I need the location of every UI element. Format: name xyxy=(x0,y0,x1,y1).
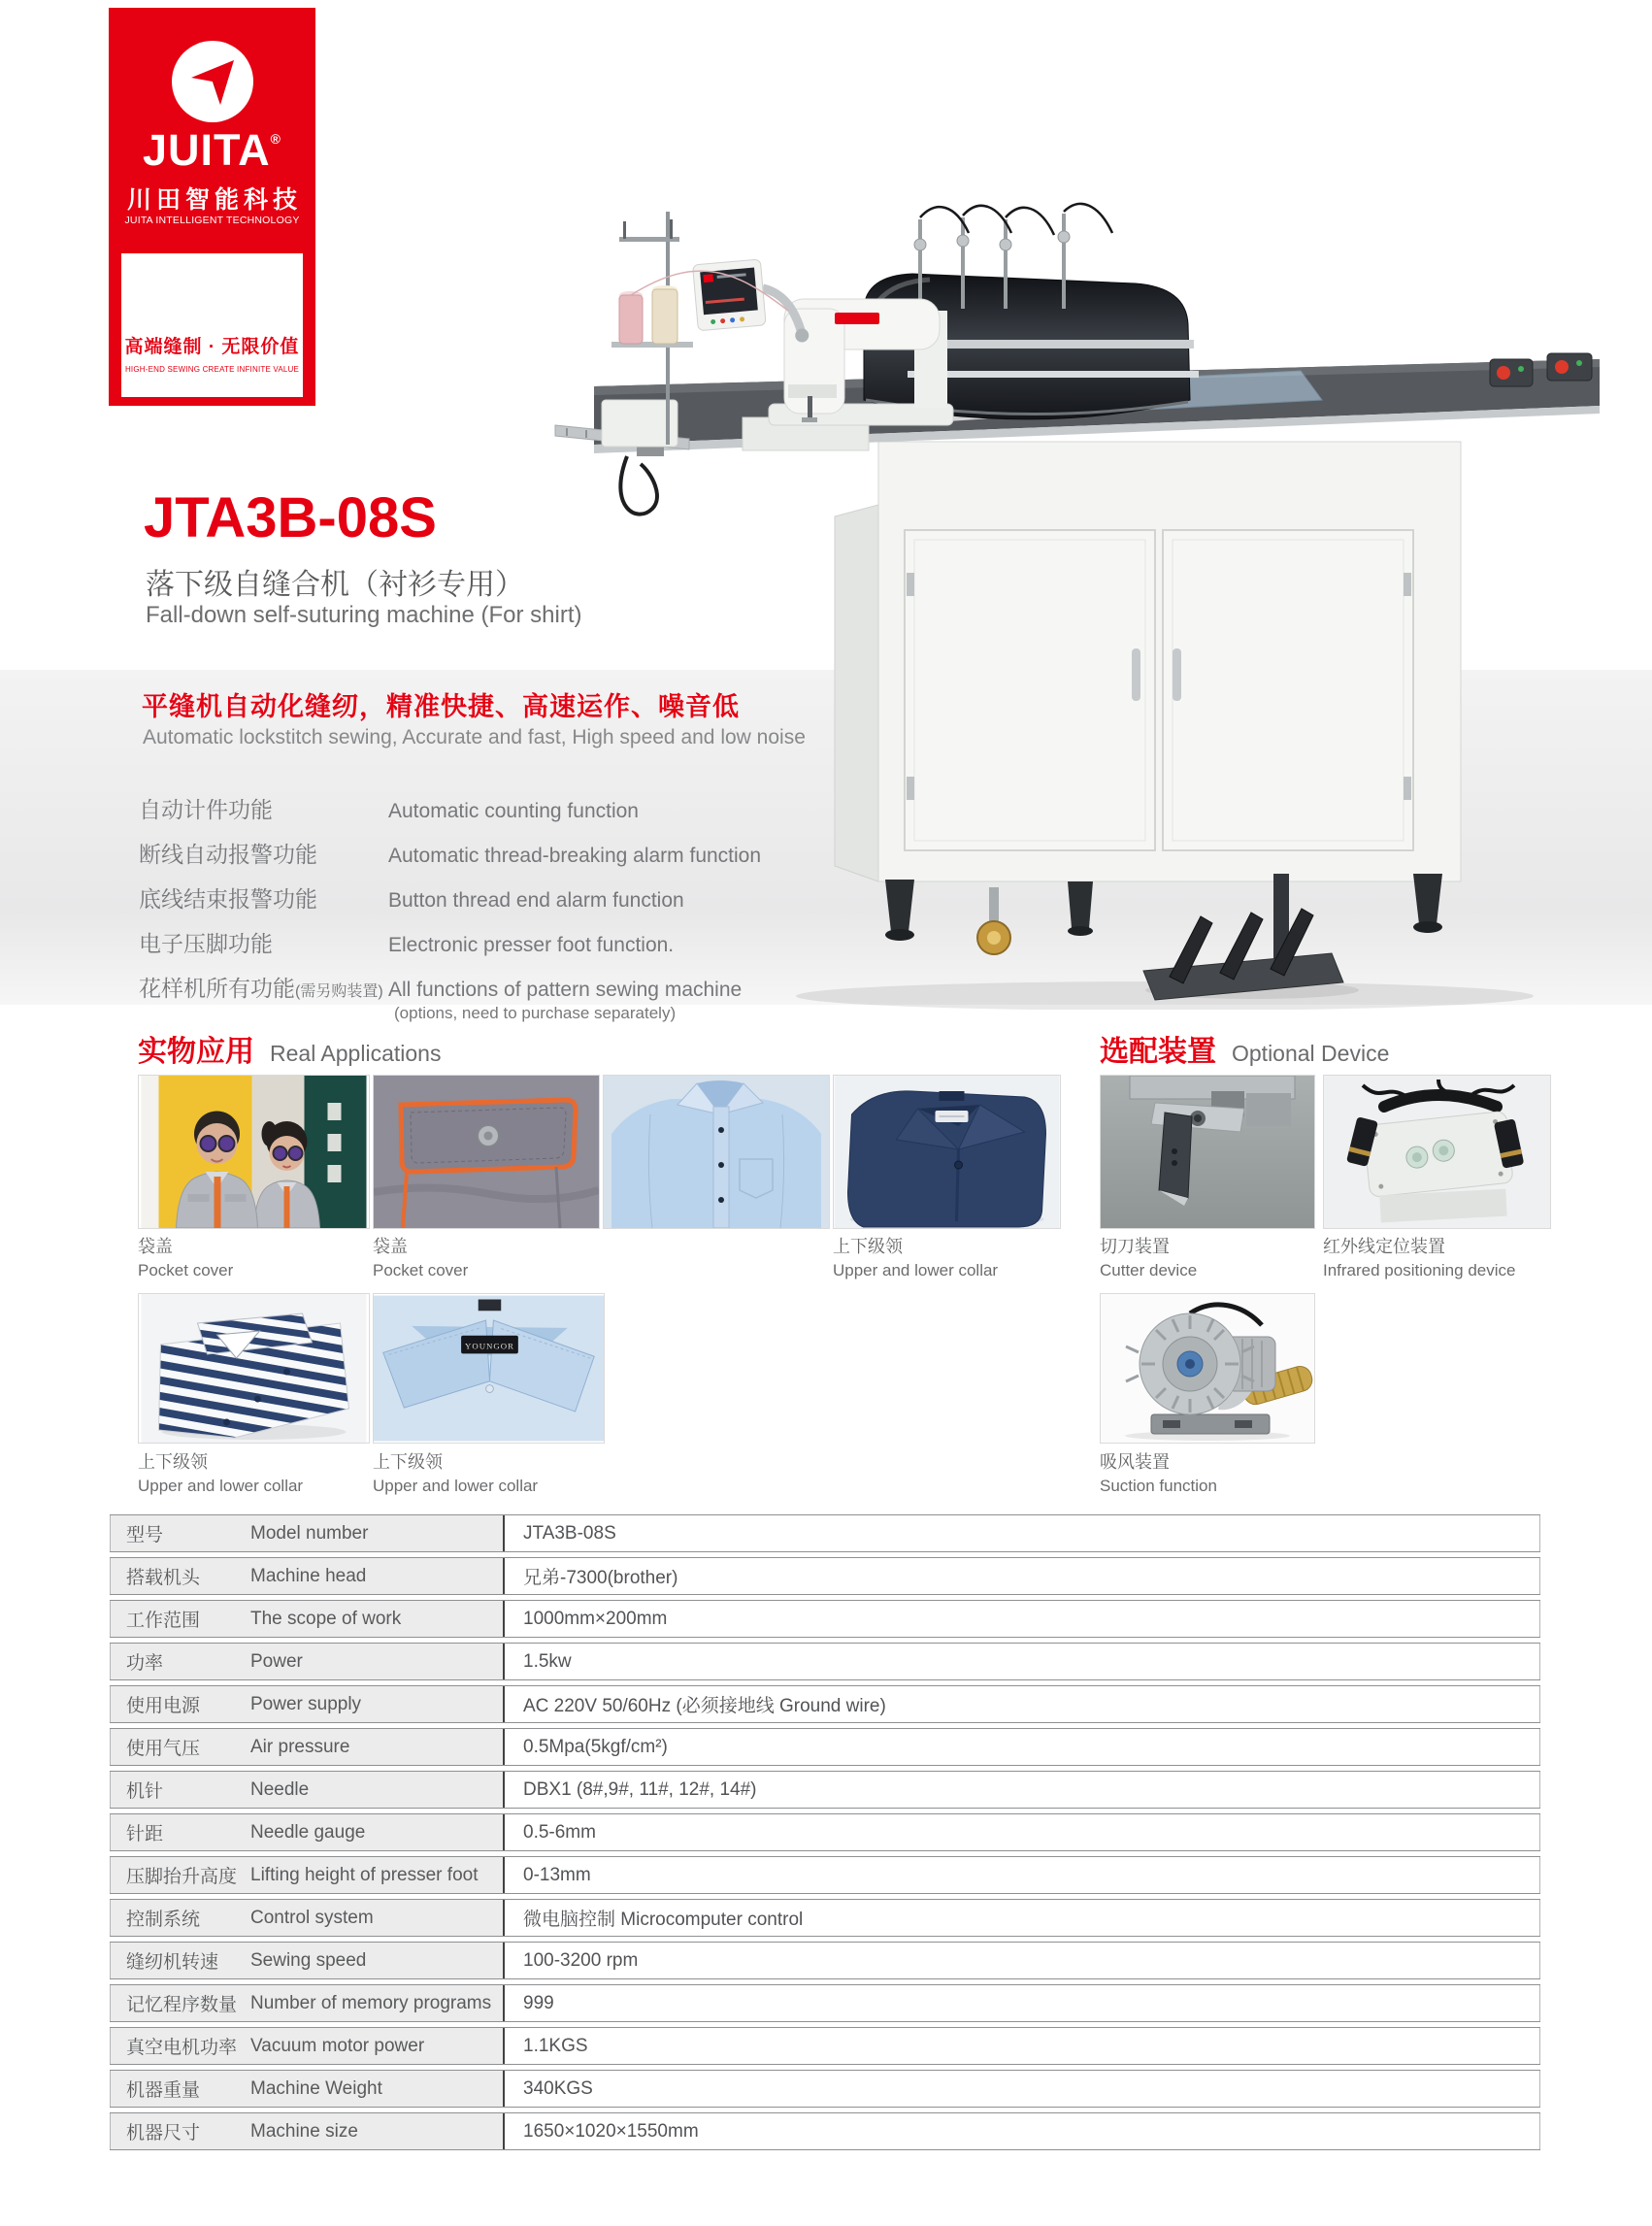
caption-cn: 上下级领 xyxy=(833,1237,903,1256)
feature-cn: 断线自动报警功能 xyxy=(139,842,317,867)
feature-row xyxy=(139,926,761,958)
product-name-en: Fall-down self-suturing machine (For shirt) xyxy=(146,602,582,628)
feature-list xyxy=(139,792,761,1036)
photo-light-blue-shirt xyxy=(603,1075,830,1229)
spec-row-size xyxy=(110,2112,1540,2150)
caption-cn: 袋盖 xyxy=(373,1237,408,1256)
spec-label-en: Vacuum motor power xyxy=(250,2035,425,2056)
caption xyxy=(1323,1235,1515,1282)
spec-row-air-pressure xyxy=(110,1728,1540,1766)
spec-label-en: The scope of work xyxy=(250,1608,402,1629)
photo-youngor-collar xyxy=(373,1293,605,1444)
spec-label-cn: 功率 xyxy=(126,1653,164,1674)
spec-value: JTA3B-08S xyxy=(503,1515,1540,1551)
spec-label-en: Machine Weight xyxy=(250,2077,382,2099)
spec-value: 1650×1020×1550mm xyxy=(503,2113,1540,2149)
machine-feet xyxy=(885,874,1442,954)
spec-value: 0-13mm xyxy=(503,1857,1540,1893)
feature-en-note: (options, need to purchase separately) xyxy=(394,1004,677,1022)
section-title-optional xyxy=(1100,1027,1389,1070)
feature-en: Automatic counting function xyxy=(388,800,639,822)
feature-cn: 底线结束报警功能 xyxy=(139,886,317,912)
feature-en: Button thread end alarm function xyxy=(388,889,684,912)
brand-name-cn: 川田智能科技 xyxy=(126,186,302,214)
spec-value: DBX1 (8#,9#, 11#, 12#, 14#) xyxy=(503,1772,1540,1808)
spec-label-en: Model number xyxy=(250,1522,369,1544)
spec-label-cn: 使用气压 xyxy=(126,1739,201,1759)
spec-label-en: Needle gauge xyxy=(250,1821,366,1843)
spec-value: 兄弟-7300(brother) xyxy=(503,1558,1540,1594)
spec-row-vacuum-motor xyxy=(110,2027,1540,2065)
spec-label-cn: 使用电源 xyxy=(126,1696,201,1716)
caption-cn: 上下级领 xyxy=(373,1452,443,1472)
workers-illustration xyxy=(139,1076,369,1228)
slogan-cn: 高端缝制 · 无限价值 xyxy=(124,337,300,357)
spec-value: 1.5kw xyxy=(503,1644,1540,1679)
registered-mark: ® xyxy=(270,131,281,147)
youngor-collar-illustration xyxy=(374,1294,604,1443)
photo-pocket-cover-closeup xyxy=(373,1075,600,1229)
spec-value: 1.1KGS xyxy=(503,2028,1540,2064)
caption xyxy=(138,1450,303,1498)
foot-pedal xyxy=(1143,874,1343,1000)
spec-row-sewing-speed xyxy=(110,1942,1540,1979)
spec-row-power xyxy=(110,1643,1540,1680)
spec-value: AC 220V 50/60Hz (必须接地线 Ground wire) xyxy=(503,1686,1540,1722)
spec-label-cn: 压脚抬升高度 xyxy=(126,1867,238,1887)
spec-row-model xyxy=(110,1514,1540,1552)
feature-cn: 自动计件功能 xyxy=(139,797,273,822)
brand-name-en: JUITA INTELLIGENT TECHNOLOGY xyxy=(124,215,300,226)
spec-row-needle-gauge xyxy=(110,1813,1540,1851)
spec-value: 100-3200 rpm xyxy=(503,1943,1540,1978)
product-name-cn: 落下级自缝合机（衬衫专用） xyxy=(146,569,524,601)
caption-en: Infrared positioning device xyxy=(1323,1261,1516,1280)
caption-cn: 袋盖 xyxy=(138,1237,173,1256)
applications-title-cn: 实物应用 xyxy=(138,1036,254,1068)
spec-table xyxy=(110,1514,1540,2155)
photo-navy-shirt-collar xyxy=(833,1075,1061,1229)
feature-cn xyxy=(139,971,388,1003)
head-brand-chip xyxy=(835,313,879,324)
caption-en: Pocket cover xyxy=(373,1261,469,1280)
slogan-en: HIGH-END SEWING CREATE INFINITE VALUE xyxy=(124,365,300,374)
caption-en: Upper and lower collar xyxy=(833,1261,999,1280)
feature-cn: 电子压脚功能 xyxy=(139,931,273,956)
hanging-cable xyxy=(620,456,657,515)
navy-shirt-illustration xyxy=(834,1076,1060,1228)
caption-cn: 红外线定位装置 xyxy=(1323,1237,1445,1256)
spec-label-cn: 机器重量 xyxy=(126,2080,201,2101)
feature-cn-note: (需另购装置) xyxy=(295,983,383,1000)
spec-label-en: Power xyxy=(250,1650,303,1672)
applications-title-en: Real Applications xyxy=(270,1041,442,1066)
caption xyxy=(1100,1235,1197,1282)
intro-headline-cn: 平缝机自动化缝纫，精准快捷、高速运作、噪音低 xyxy=(142,692,740,721)
caption xyxy=(373,1235,468,1282)
spec-value: 999 xyxy=(503,1985,1540,2021)
striped-shirt-illustration xyxy=(139,1294,369,1443)
cutter-illustration xyxy=(1101,1076,1314,1228)
caption-en: Cutter device xyxy=(1100,1261,1198,1280)
brand-banner xyxy=(109,8,315,406)
spec-label-en: Lifting height of presser foot xyxy=(250,1864,479,1885)
spec-label-en: Needle xyxy=(250,1778,310,1800)
juita-logo xyxy=(172,41,253,122)
caption-en: Pocket cover xyxy=(138,1261,234,1280)
thread-spool-cream xyxy=(652,289,677,344)
caption-en: Suction function xyxy=(1100,1477,1217,1496)
youngor-label-text: YOUNGOR xyxy=(465,1341,514,1351)
caption xyxy=(138,1235,233,1282)
spec-row-weight xyxy=(110,2070,1540,2108)
spec-label-en: Machine size xyxy=(250,2120,358,2142)
suction-blower-illustration xyxy=(1101,1294,1314,1443)
thread-spool-pink xyxy=(619,295,643,344)
caption xyxy=(833,1235,998,1282)
spec-value: 微电脑控制 Microcomputer control xyxy=(503,1900,1540,1936)
spec-label-cn: 控制系统 xyxy=(126,1910,201,1930)
caption-cn: 吸风装置 xyxy=(1100,1452,1170,1472)
photo-infrared-device xyxy=(1323,1075,1551,1229)
spec-label-en: Air pressure xyxy=(250,1736,350,1757)
caption-cn: 切刀装置 xyxy=(1100,1237,1170,1256)
spec-value: 0.5-6mm xyxy=(503,1814,1540,1850)
feature-row xyxy=(139,837,761,869)
spec-label-en: Number of memory programs xyxy=(250,1992,492,2013)
section-title-applications xyxy=(138,1027,441,1070)
spec-label-en: Sewing speed xyxy=(250,1949,367,1971)
feature-en: Electronic presser foot function. xyxy=(388,934,675,956)
intro-headline-en: Automatic lockstitch sewing, Accurate and fast, High speed and low noise xyxy=(143,726,806,748)
spec-label-cn: 机针 xyxy=(126,1781,164,1802)
photo-cutter-device xyxy=(1100,1075,1315,1229)
feature-row xyxy=(139,792,761,824)
feature-en xyxy=(388,979,742,1023)
caption-cn: 上下级领 xyxy=(138,1452,208,1472)
page-title-model: JTA3B-08S xyxy=(144,486,437,549)
pocket-illustration xyxy=(374,1076,599,1228)
brand-word: JUITA xyxy=(142,125,271,175)
juita-arrow-icon xyxy=(172,41,253,122)
spec-value: 1000mm×200mm xyxy=(503,1601,1540,1637)
spec-label-cn: 真空电机功率 xyxy=(126,2038,238,2058)
optional-title-en: Optional Device xyxy=(1232,1041,1390,1066)
spec-row-presser-foot xyxy=(110,1856,1540,1894)
optional-title-cn: 选配装置 xyxy=(1100,1036,1216,1068)
caption xyxy=(1100,1450,1217,1498)
spec-label-cn: 机器尺寸 xyxy=(126,2123,201,2143)
feature-row xyxy=(139,971,761,1023)
light-blue-shirt-illustration xyxy=(604,1076,829,1228)
feature-en-text: All functions of pattern sewing machine xyxy=(388,979,743,1001)
infrared-illustration xyxy=(1324,1076,1550,1228)
caption-en: Upper and lower collar xyxy=(373,1477,539,1496)
spec-label-en: Control system xyxy=(250,1907,374,1928)
spec-row-needle xyxy=(110,1771,1540,1809)
cutter-blade xyxy=(1159,1113,1192,1198)
spec-row-scope xyxy=(110,1600,1540,1638)
feature-cn-text: 花样机所有功能 xyxy=(139,976,295,1001)
spec-row-power-supply xyxy=(110,1685,1540,1723)
slogan-box xyxy=(121,253,303,397)
caption-en: Upper and lower collar xyxy=(138,1477,304,1496)
spec-row-memory-programs xyxy=(110,1984,1540,2022)
spec-label-cn: 型号 xyxy=(126,1525,164,1545)
spec-value: 0.5Mpa(5kgf/cm²) xyxy=(503,1729,1540,1765)
spec-label-cn: 记忆程序数量 xyxy=(126,1995,238,2015)
spec-label-en: Machine head xyxy=(250,1565,367,1586)
brand-logo-text xyxy=(109,125,315,175)
spec-value: 340KGS xyxy=(503,2071,1540,2107)
spec-label-en: Power supply xyxy=(250,1693,362,1714)
spec-label-cn: 缝纫机转速 xyxy=(126,1952,219,1973)
feature-en: Automatic thread-breaking alarm function xyxy=(388,845,762,867)
photo-suction-blower xyxy=(1100,1293,1315,1444)
spec-label-cn: 搭载机头 xyxy=(126,1568,201,1588)
spec-label-cn: 工作范围 xyxy=(126,1611,201,1631)
machine-cabinet xyxy=(835,442,1461,881)
caption xyxy=(373,1450,538,1498)
feature-row xyxy=(139,881,761,914)
spec-row-machine-head xyxy=(110,1557,1540,1595)
photo-striped-shirt-collar xyxy=(138,1293,370,1444)
photo-workers xyxy=(138,1075,370,1229)
spec-row-control-system xyxy=(110,1899,1540,1937)
spec-label-cn: 针距 xyxy=(126,1824,164,1844)
